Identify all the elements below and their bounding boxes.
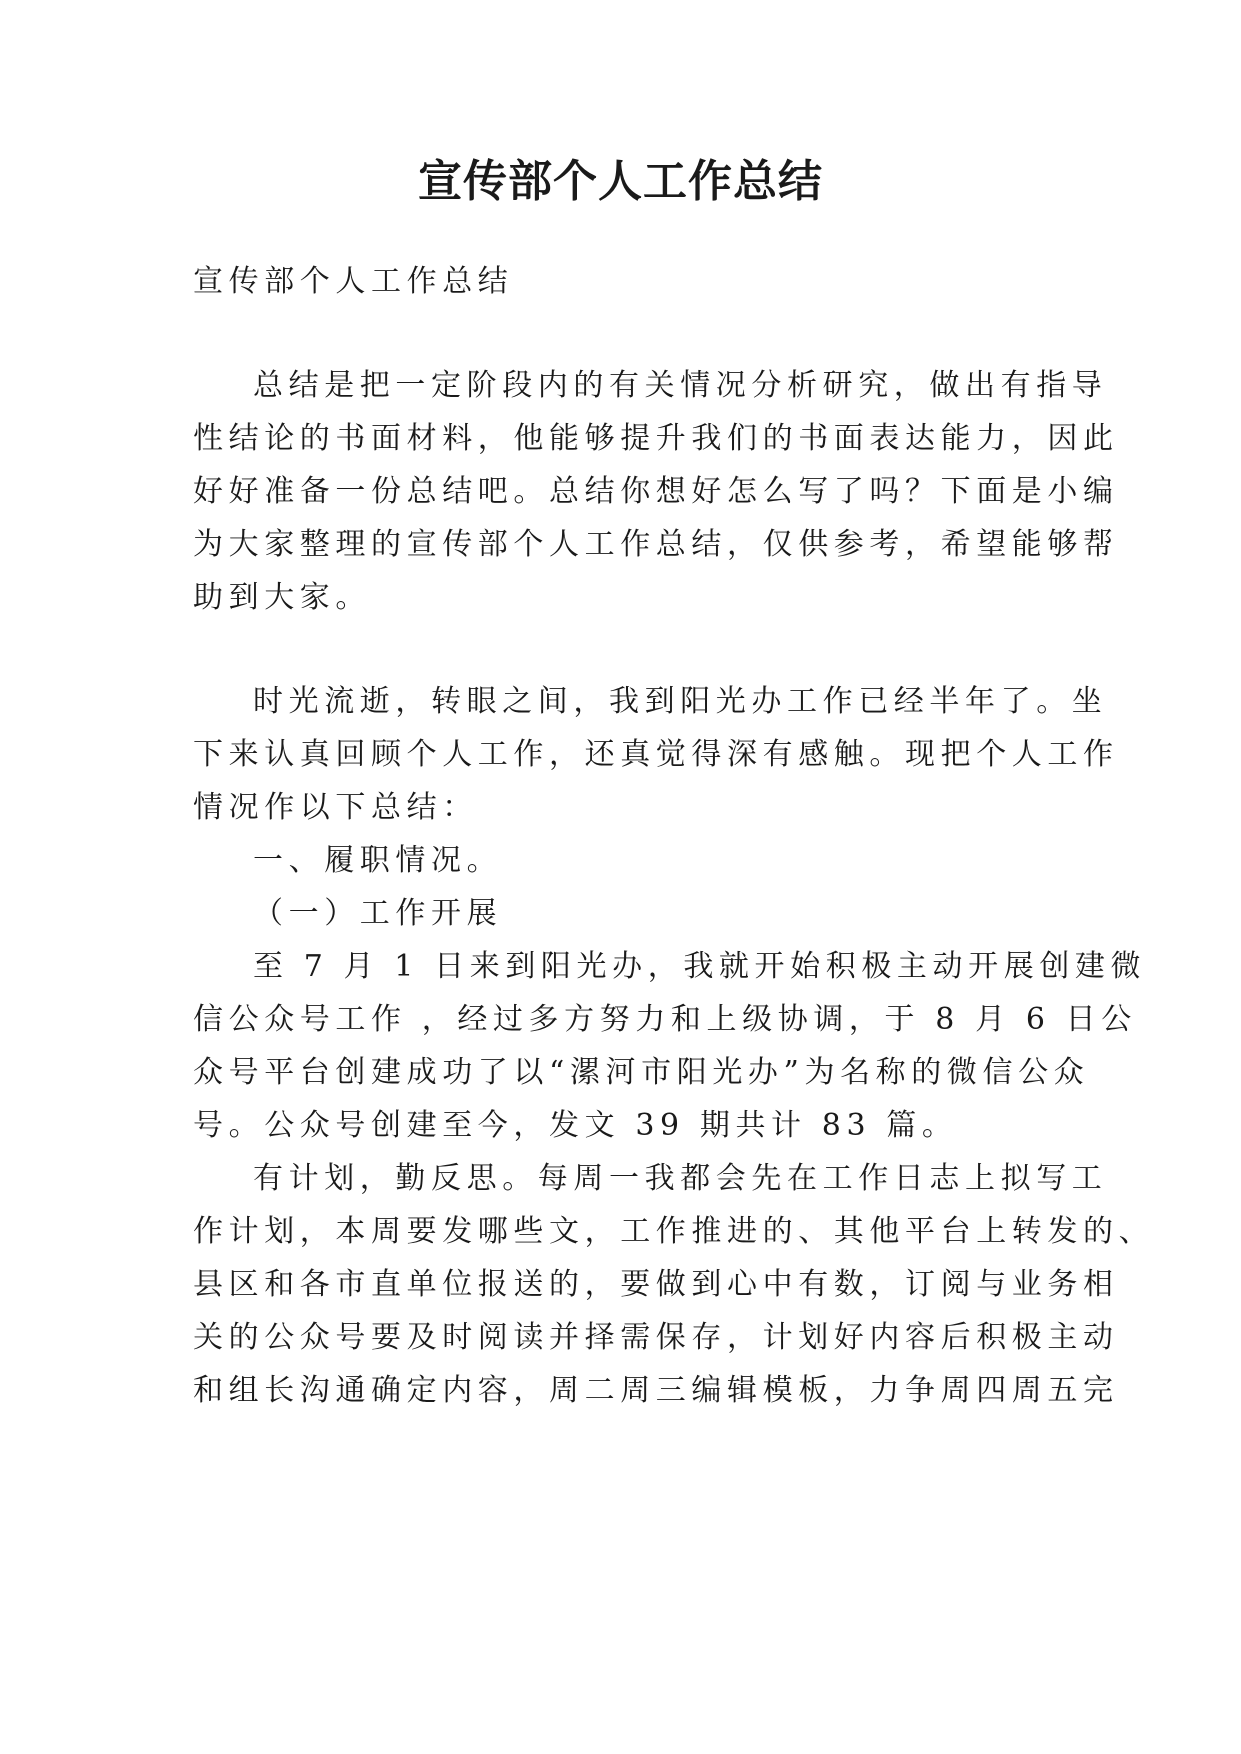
- paragraph-line: 好好准备一份总结吧。总结你想好怎么写了吗？下面是小编: [193, 474, 1119, 509]
- section-heading: 一、履职情况。: [253, 843, 503, 878]
- paragraph-line: 有计划，勤反思。每周一我都会先在工作日志上拟写工: [253, 1161, 1108, 1196]
- paragraph-line: 至 7 月 1 日来到阳光办，我就开始积极主动开展创建微: [253, 949, 1147, 984]
- paragraph-line: 下来认真回顾个人工作，还真觉得深有感触。现把个人工作: [193, 737, 1119, 772]
- paragraph-line: 时光流逝，转眼之间，我到阳光办工作已经半年了。坐: [253, 684, 1108, 719]
- subtitle-line: 宣传部个人工作总结: [193, 264, 514, 299]
- paragraph-line: 县区和各市直单位报送的，要做到心中有数，订阅与业务相: [193, 1267, 1119, 1302]
- paragraph-line: 作计划，本周要发哪些文，工作推进的、其他平台上转发的、: [193, 1214, 1155, 1249]
- paragraph-line: 总结是把一定阶段内的有关情况分析研究，做出有指导: [253, 368, 1108, 403]
- paragraph-line: 性结论的书面材料，他能够提升我们的书面表达能力，因此: [193, 421, 1119, 456]
- subsection-heading: （一）工作开展: [253, 896, 503, 931]
- paragraph-line: 号。公众号创建至今，发文 39 期共计 83 篇。: [193, 1108, 958, 1143]
- paragraph-line: 信公众号工作 ，经过多方努力和上级协调，于 8 月 6 日公: [193, 1002, 1137, 1037]
- paragraph-line: 关的公众号要及时阅读并择需保存，计划好内容后积极主动: [193, 1320, 1119, 1355]
- paragraph-line: 助到大家。: [193, 580, 371, 615]
- paragraph-line: 为大家整理的宣传部个人工作总结，仅供参考，希望能够帮: [193, 527, 1119, 562]
- paragraph-line: 情况作以下总结：: [193, 790, 478, 825]
- paragraph-line: 众号平台创建成功了以“漯河市阳光办”为名称的微信公众: [193, 1055, 1090, 1090]
- document-title: 宣传部个人工作总结: [418, 156, 823, 207]
- paragraph-line: 和组长沟通确定内容，周二周三编辑模板，力争周四周五完: [193, 1373, 1119, 1408]
